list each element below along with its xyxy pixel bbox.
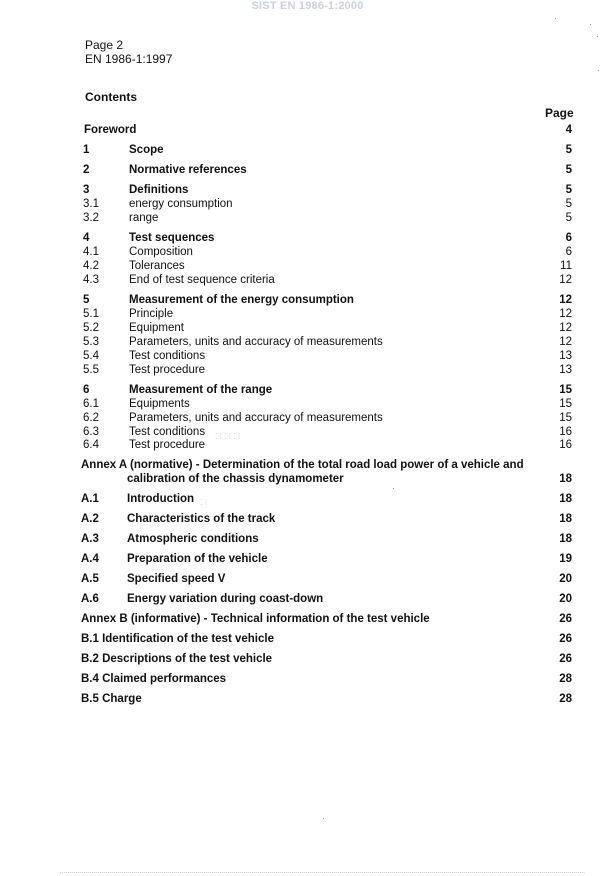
toc-entry-title: B.4 Claimed performances <box>81 673 227 685</box>
scan-noise: ⁚⁝ <box>200 498 210 507</box>
toc-entry-title: Parameters, units and accuracy of measurements <box>129 336 383 348</box>
toc-entry-page: 12 <box>559 294 572 306</box>
toc-entry-number: 6.2 <box>83 412 99 424</box>
toc-entry-page: 26 <box>559 653 572 665</box>
toc-entry-page: 20 <box>559 573 572 585</box>
toc-entry-number: A.4 <box>81 553 99 565</box>
toc-entry-title: Test procedure <box>129 439 206 451</box>
scan-speck <box>555 18 556 19</box>
toc-entry-page: 6 <box>565 232 572 244</box>
toc-entry-page: 5 <box>565 198 572 210</box>
toc-entry-title: Principle <box>129 308 174 320</box>
toc-entry-page: 5 <box>565 184 572 196</box>
toc-entry-page: 6 <box>565 246 572 258</box>
page-column-header: Page <box>545 106 574 120</box>
toc-entry-title: Test conditions <box>129 426 206 438</box>
toc-entry-title: Preparation of the vehicle <box>127 553 268 565</box>
toc-entry-page: 13 <box>559 364 572 376</box>
toc-entry-page: 15 <box>559 412 572 424</box>
toc-entry-page: 12 <box>559 322 572 334</box>
toc-entry-number: 5.5 <box>83 364 99 376</box>
toc-entry-number: A.2 <box>81 513 99 525</box>
toc-entry-title: Parameters, units and accuracy of measurements <box>129 412 383 424</box>
toc-entry-page: 16 <box>559 426 572 438</box>
toc-entry-title: Equipment <box>129 322 184 334</box>
toc-entry-title: Scope <box>129 144 164 156</box>
toc-entry-number: 6.4 <box>83 439 99 451</box>
toc-entry-page: 28 <box>559 693 572 705</box>
watermark: SIST EN 1986-1:2000 <box>251 0 364 12</box>
toc-entry-title: energy consumption <box>129 198 233 210</box>
toc-entry-number: A.3 <box>81 533 99 545</box>
toc-entry-number: 3 <box>83 184 90 196</box>
toc-entry-number: 6.1 <box>83 398 99 410</box>
toc-entry-number: 5.1 <box>83 308 99 320</box>
toc-entry-title: Measurement of the energy consumption <box>129 294 354 306</box>
toc-entry-title: Test conditions <box>129 350 206 362</box>
toc-entry-title: Normative references <box>129 164 247 176</box>
annex-a-title-line1: Annex A (normative) - Determination of the total road load power of a vehicle and <box>81 459 524 471</box>
toc-entry-title: Composition <box>129 246 193 258</box>
toc-entry-number: 5.2 <box>83 322 99 334</box>
toc-entry-page: 15 <box>559 398 572 410</box>
toc-entry-page: 18 <box>559 533 572 545</box>
toc-entry-number: 1 <box>83 144 90 156</box>
toc-entry-number: 5.3 <box>83 336 99 348</box>
toc-entry-number: 5 <box>83 294 90 306</box>
toc-entry-page: 5 <box>565 144 572 156</box>
page-number: Page 2 <box>85 38 124 52</box>
toc-entry-page: 28 <box>559 673 572 685</box>
scan-noise: ⁚⁝⁚⁝⁚⁝ <box>215 432 243 441</box>
toc-entry-number: A.1 <box>81 493 99 505</box>
toc-entry-number: 2 <box>83 164 90 176</box>
toc-entry-title: Annex B (informative) - Technical information of the test vehicle <box>81 613 430 625</box>
toc-entry-page: 26 <box>559 633 572 645</box>
toc-entry-number: 4.2 <box>83 260 99 272</box>
toc-entry-title: Test sequences <box>129 232 215 244</box>
scan-speck <box>597 36 598 37</box>
toc-entry-page: 18 <box>559 493 572 505</box>
toc-entry-page: 12 <box>559 336 572 348</box>
toc-entry-title: Test procedure <box>129 364 206 376</box>
toc-entry-title: Atmospheric conditions <box>127 533 259 545</box>
toc-entry-title: Characteristics of the track <box>127 513 276 525</box>
scan-speck <box>323 818 324 819</box>
scan-speck <box>590 24 591 25</box>
toc-entry-page: 16 <box>559 439 572 451</box>
contents-heading: Contents <box>85 90 137 104</box>
toc-entry-page: 12 <box>559 308 572 320</box>
toc-entry-title: Energy variation during coast-down <box>127 593 324 605</box>
toc-entry-page: 5 <box>565 164 572 176</box>
toc-entry-title: B.5 Charge <box>81 693 142 705</box>
toc-entry-title: B.1 Identification of the test vehicle <box>81 633 274 645</box>
scan-speck <box>598 70 599 71</box>
toc-entry-title: Equipments <box>129 398 190 410</box>
toc-entry-page: 18 <box>559 513 572 525</box>
toc-entry-title: Definitions <box>129 184 189 196</box>
toc-entry-title: B.2 Descriptions of the test vehicle <box>81 653 273 665</box>
toc-entry-page: 26 <box>559 613 572 625</box>
toc-entry-number: 3.2 <box>83 212 99 224</box>
toc-entry-page: 12 <box>559 274 572 286</box>
toc-entry-title: Foreword <box>84 124 137 136</box>
standard-number: EN 1986-1:1997 <box>85 52 173 66</box>
annex-a-page: 18 <box>559 473 572 485</box>
toc-entry-page: 13 <box>559 350 572 362</box>
toc-entry-page: 19 <box>559 553 572 565</box>
annex-a-title[interactable] <box>81 458 551 486</box>
toc-entry-number: 6.3 <box>83 426 99 438</box>
toc-entry-number: 3.1 <box>83 198 99 210</box>
toc-entry-title: range <box>129 212 159 224</box>
toc-entry-title: Measurement of the range <box>129 384 273 396</box>
toc-entry-number: 4.1 <box>83 246 99 258</box>
toc-entry-page: 20 <box>559 593 572 605</box>
toc-entry-page: 5 <box>565 212 572 224</box>
scan-speck <box>393 488 394 489</box>
toc-entry-number: 6 <box>83 384 90 396</box>
toc-entry-title: Specified speed V <box>127 573 226 585</box>
toc-entry-number: A.5 <box>81 573 99 585</box>
toc-entry-title: End of test sequence criteria <box>129 274 275 286</box>
toc-entry-number: 4 <box>83 232 90 244</box>
toc-entry-page: 15 <box>559 384 572 396</box>
toc-entry-page: 4 <box>565 124 572 136</box>
toc-entry-number: 4.3 <box>83 274 99 286</box>
annex-a-title-line2: calibration of the chassis dynamometer <box>127 473 344 485</box>
toc-entry-number: A.6 <box>81 593 99 605</box>
toc-entry-number: 5.4 <box>83 350 99 362</box>
page-bottom-edge <box>60 872 585 873</box>
toc-entry-title: Tolerances <box>129 260 185 272</box>
toc-entry-title: Introduction <box>127 493 195 505</box>
toc-entry-page: 11 <box>560 260 572 272</box>
